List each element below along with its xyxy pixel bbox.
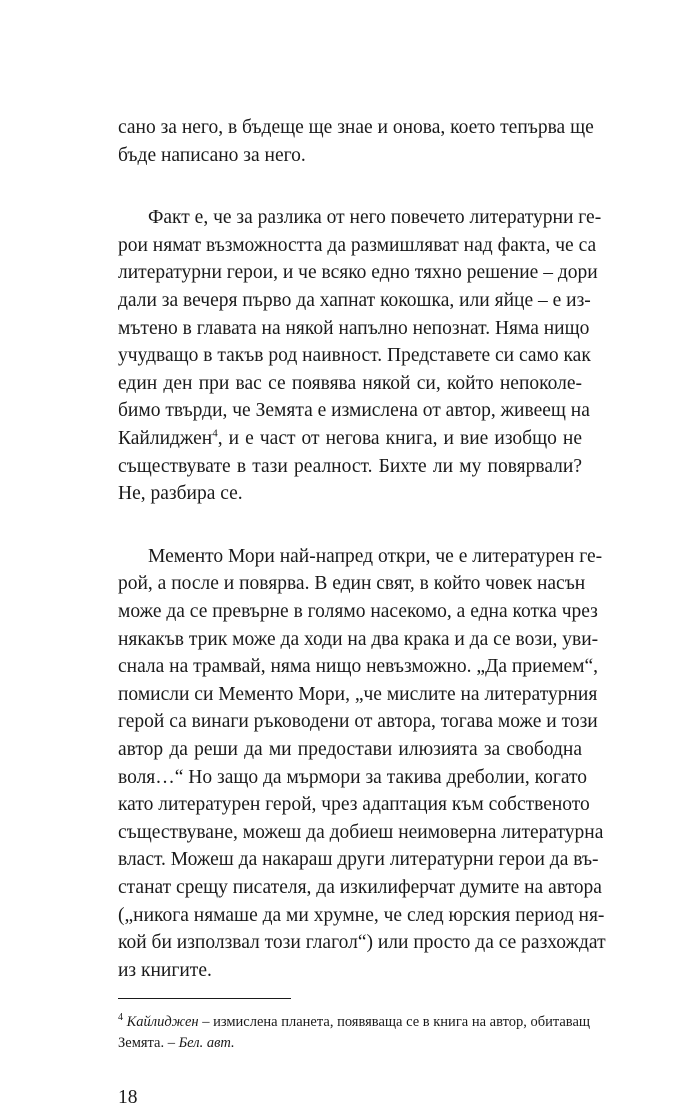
text-line: рои нямат възможността да размишляват над факта, че са [118, 235, 597, 256]
footnote-author-note: Бел. авт. [178, 1035, 235, 1051]
text-line: („никога нямаше да ми хрумне, че след юрския период ня- [118, 905, 605, 926]
text-line: мътено в главата на някой напълно непознат. Няма нищо [118, 318, 590, 339]
text-line: помисли си Мементо Мори, „че мислите на литературния [118, 684, 598, 705]
text-line: сано за него, в бъдеще ще знае и онова, което тепърва ще [118, 117, 594, 138]
footnote-line [118, 1012, 591, 1033]
text-line: автор да реши да ми предостави илюзията за свободна [118, 739, 582, 760]
footnote-text: Земята. – [118, 1035, 179, 1051]
footnote-reference[interactable]: 4 [212, 427, 218, 440]
text-line: може да се превърне в голямо насекомо, а една котка чрез [118, 601, 598, 622]
text-line: някакъв трик може да ходи на два крака и да се вози, уви- [118, 629, 599, 650]
text-line: един ден при вас се появява някой си, който непоколе- [118, 373, 582, 394]
text-line: учудващо в такъв род наивност. Представете си само как [118, 345, 591, 366]
footnote-line [118, 1033, 582, 1054]
text-line: герой са винаги ръководени от автора, тогава може и този [118, 711, 598, 732]
text-line: Не, разбира се. [118, 483, 243, 504]
text-line: литературни герои, и че всяко едно тяхно решение – дори [118, 262, 598, 283]
text-line-with-footnote-ref [118, 425, 582, 452]
footnote-term: Кайлиджен [118, 428, 213, 449]
text-line: власт. Можеш да накараш други литературни герои да въ- [118, 849, 599, 870]
text-line: бимо твърди, че Земята е измислена от автор, живеещ на [118, 400, 590, 421]
footnote-text: – измислена планета, появяваща се в книга на автор, обитаващ [198, 1014, 591, 1030]
text-line: съществуване, можеш да добиеш неимоверна литературна [118, 822, 604, 843]
text-line: рой, а после и повярва. В един свят, в който човек насън [118, 573, 586, 594]
text-line: бъде написано за него. [118, 145, 306, 166]
text-line: воля…“ Но защо да мърмори за такива дреболии, когато [118, 767, 588, 788]
text-line: Мементо Мори най-напред откри, че е литературен ге- [148, 546, 603, 567]
text-line: дали за вечеря първо да хапнат кокошка, или яйце – е из- [118, 290, 591, 311]
footnote-separator [118, 998, 291, 999]
text-fragment: , и е част от негова книга, и вие изобщо не [217, 428, 582, 449]
text-line: из книгите. [118, 960, 212, 981]
footnote-term: Кайлиджен [126, 1014, 199, 1030]
text-line: станат срещу писателя, да изкилиферчат думите на автора [118, 877, 602, 898]
page-number: 18 [118, 1087, 138, 1108]
text-line: съществувате в тази реалност. Бихте ли му повярвали? [118, 456, 582, 477]
footnote-number: 4 [118, 1012, 123, 1024]
text-line: снала на трамвай, няма нищо невъзможно. „Да приемем“, [118, 656, 599, 677]
text-line: като литературен герой, чрез адаптация към собственото [118, 794, 590, 815]
text-line: кой би използвал този глагол“) или просто да се разхождат [118, 932, 606, 953]
text-line: Факт е, че за разлика от него повечето литературни ге- [148, 207, 602, 228]
